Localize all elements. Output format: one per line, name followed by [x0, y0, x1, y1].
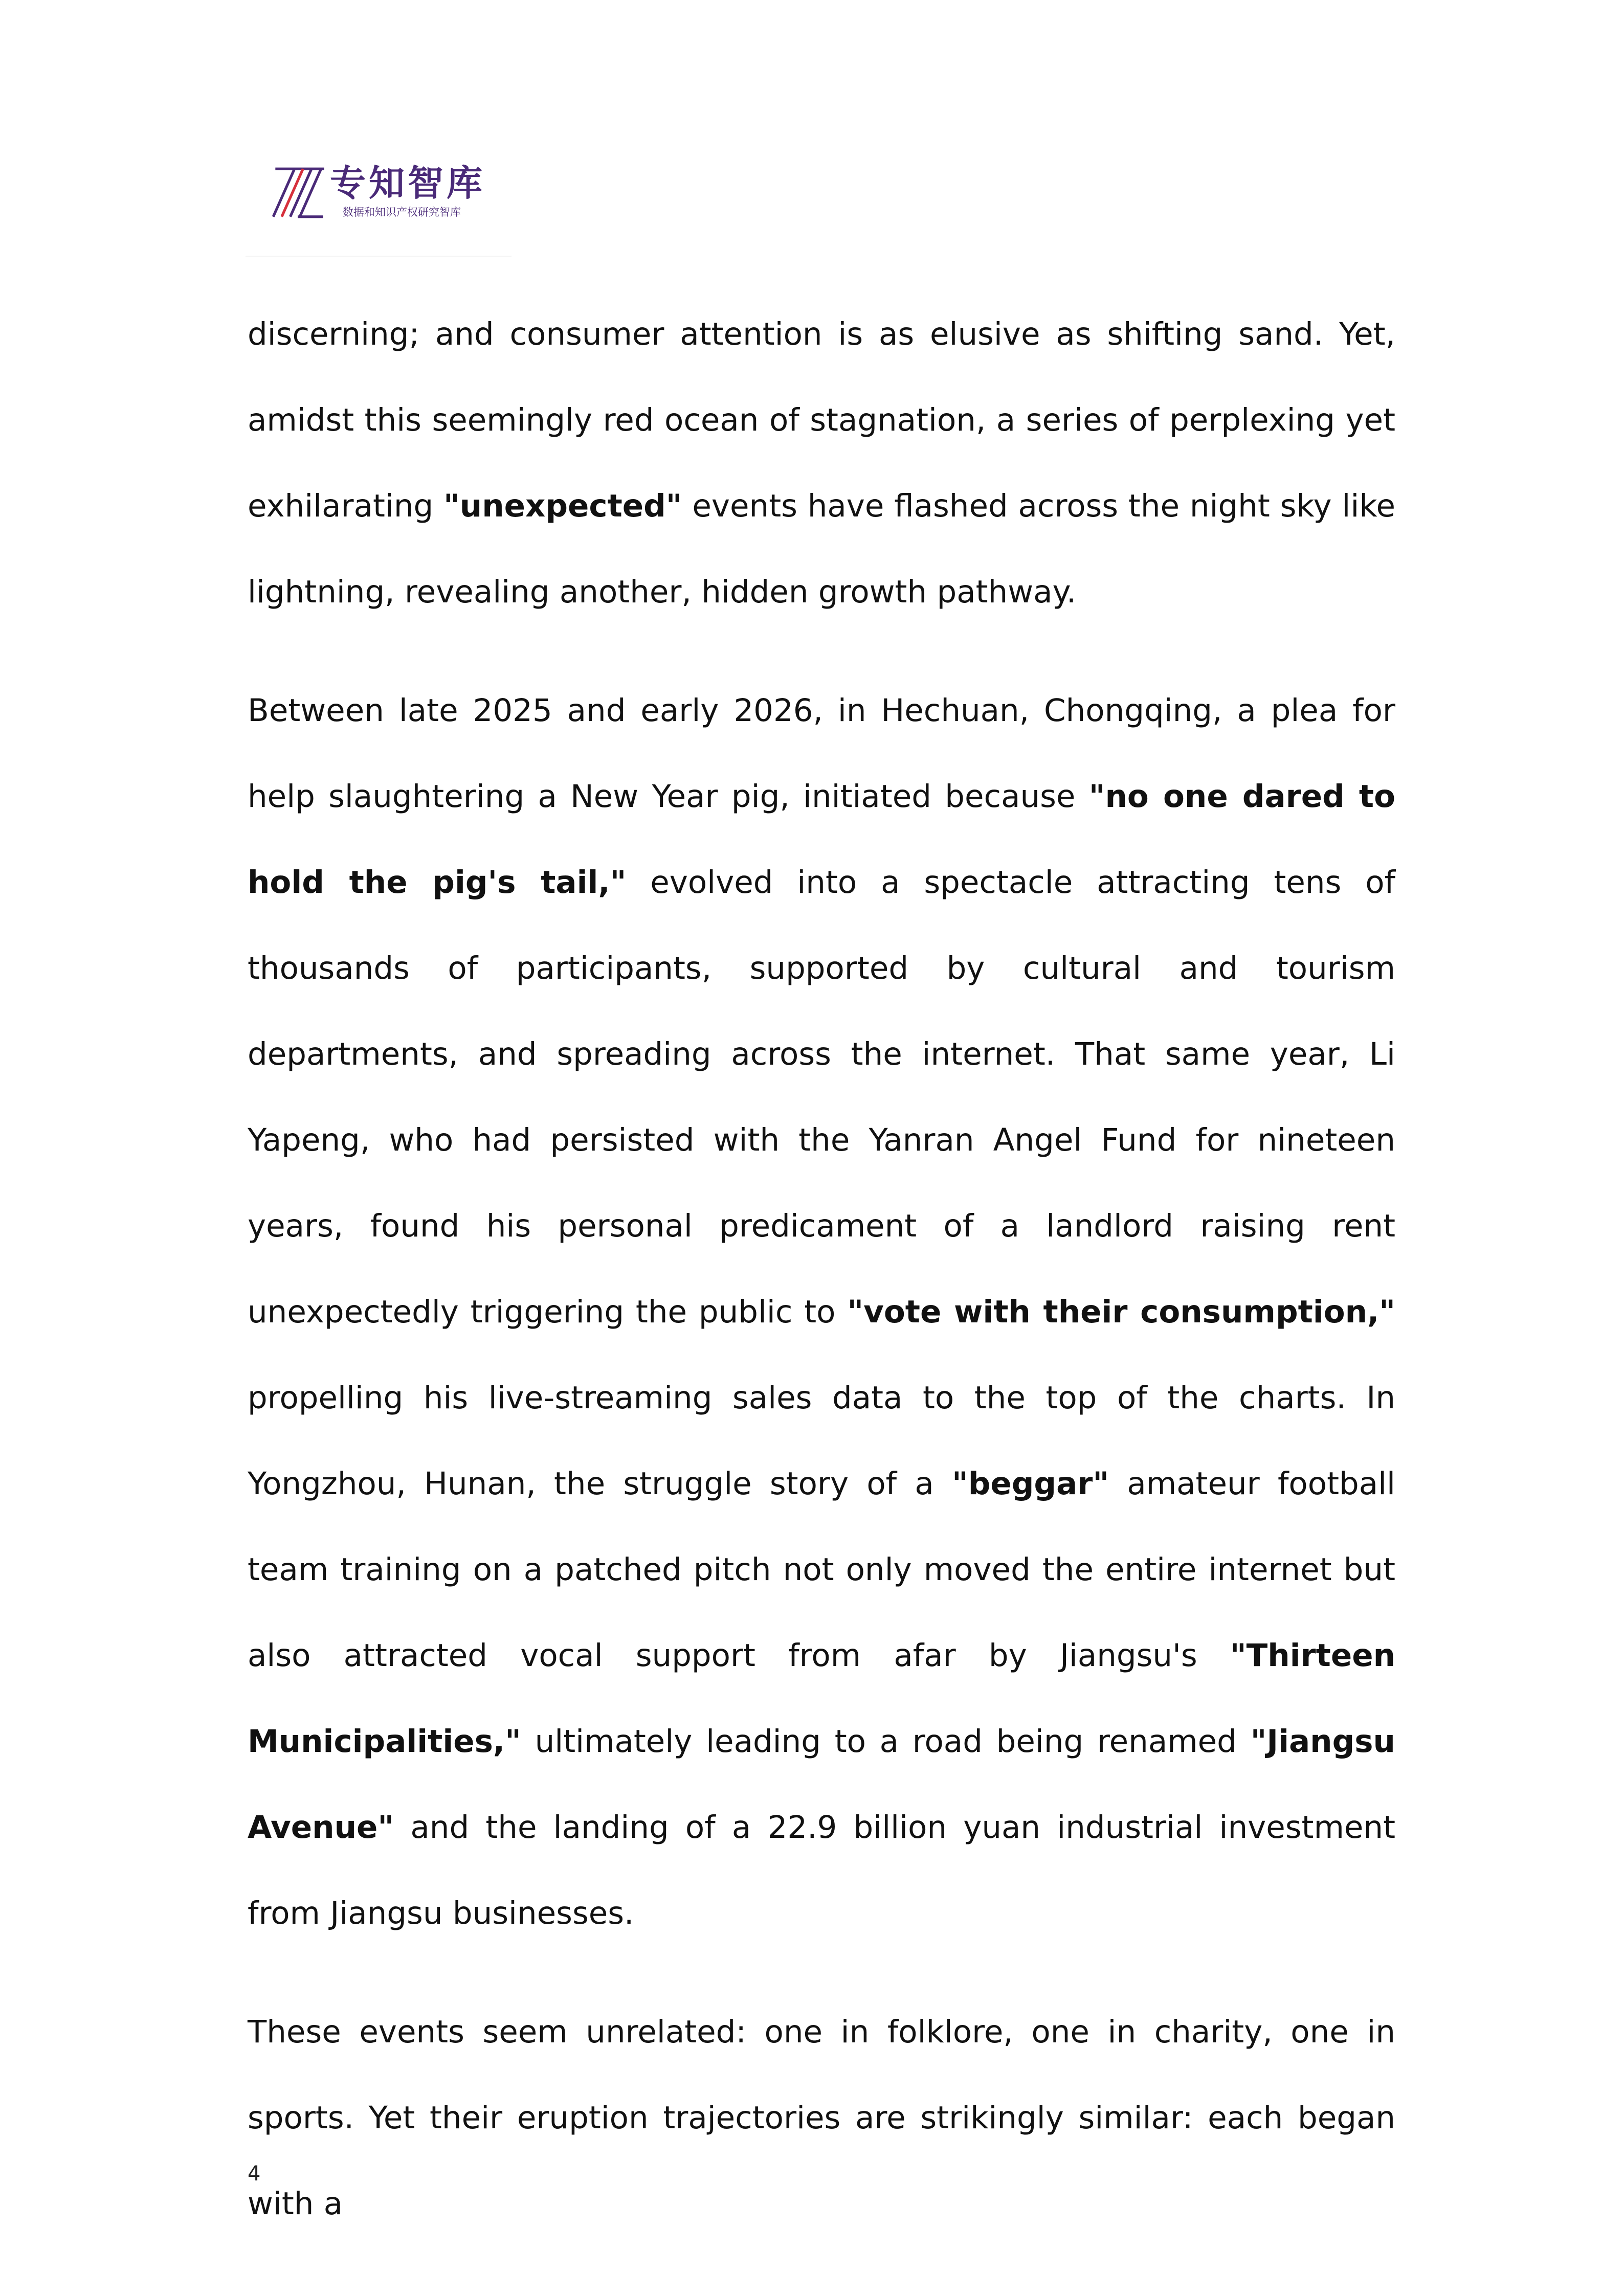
paragraph-1 — [248, 291, 1395, 635]
page-number: 4 — [248, 2162, 261, 2186]
text-run: evolved into a spectacle attracting tens of thousands of participants, supported by cultural and tourism departments, and spreading across the internet. That same year, Li Yapeng, who had persisted with the Yanran Angel Fund for nineteen years, found his personal predicament of a landlord raising rent unexpectedly triggering the public to — [248, 864, 1395, 1330]
text-run: and the landing of a 22.9 billion yuan industrial investment from Jiangsu businesses. — [248, 1809, 1395, 1931]
paragraph-3 — [248, 1989, 1395, 2247]
text-run: amateur football team training on a patched pitch not only moved the entire internet but also attracted vocal support from afar by Jiangsu's — [248, 1466, 1395, 1674]
paragraph-2 — [248, 668, 1395, 1956]
text-run: ultimately leading to a road being renamed — [521, 1723, 1251, 1760]
text-run: propelling his live-streaming sales data to the top of the charts. In Yongzhou, Hunan, the struggle story of a — [248, 1380, 1395, 1502]
bold-run: "unexpected" — [443, 488, 682, 524]
logo-title: 专知智库 — [330, 162, 485, 204]
bold-run: "no one dared to hold the pig's tail," — [248, 778, 1395, 901]
brand-logo — [271, 163, 511, 224]
bold-run: "Thirteen Municipalities," — [248, 1637, 1395, 1760]
text-run: Between late 2025 and early 2026, in Hechuan, Chongqing, a plea for help slaughtering a New Year pig, initiated because — [248, 692, 1395, 815]
bold-run: "Jiangsu Avenue" — [248, 1723, 1395, 1845]
zhuanzhi-logo-icon — [271, 166, 324, 219]
bold-run: "beggar" — [951, 1466, 1109, 1502]
header-divider — [246, 256, 511, 257]
text-run: events have flashed across the night sky like lightning, revealing another, hidden growth pathway. — [248, 488, 1396, 610]
text-run: These events seem unrelated: one in folklore, one in charity, one in sports. Yet their eruption trajectories are strikingly similar: each began with a — [248, 2014, 1395, 2222]
logo-tagline: 数据和知识产权研究智库 — [343, 206, 461, 218]
text-run: discerning; and consumer attention is as elusive as shifting sand. Yet, amidst this seemingly red ocean of stagnation, a series of perplexing yet exhilarating — [248, 316, 1395, 524]
article-body — [248, 291, 1395, 2280]
bold-run: "vote with their consumption," — [847, 1294, 1395, 1330]
